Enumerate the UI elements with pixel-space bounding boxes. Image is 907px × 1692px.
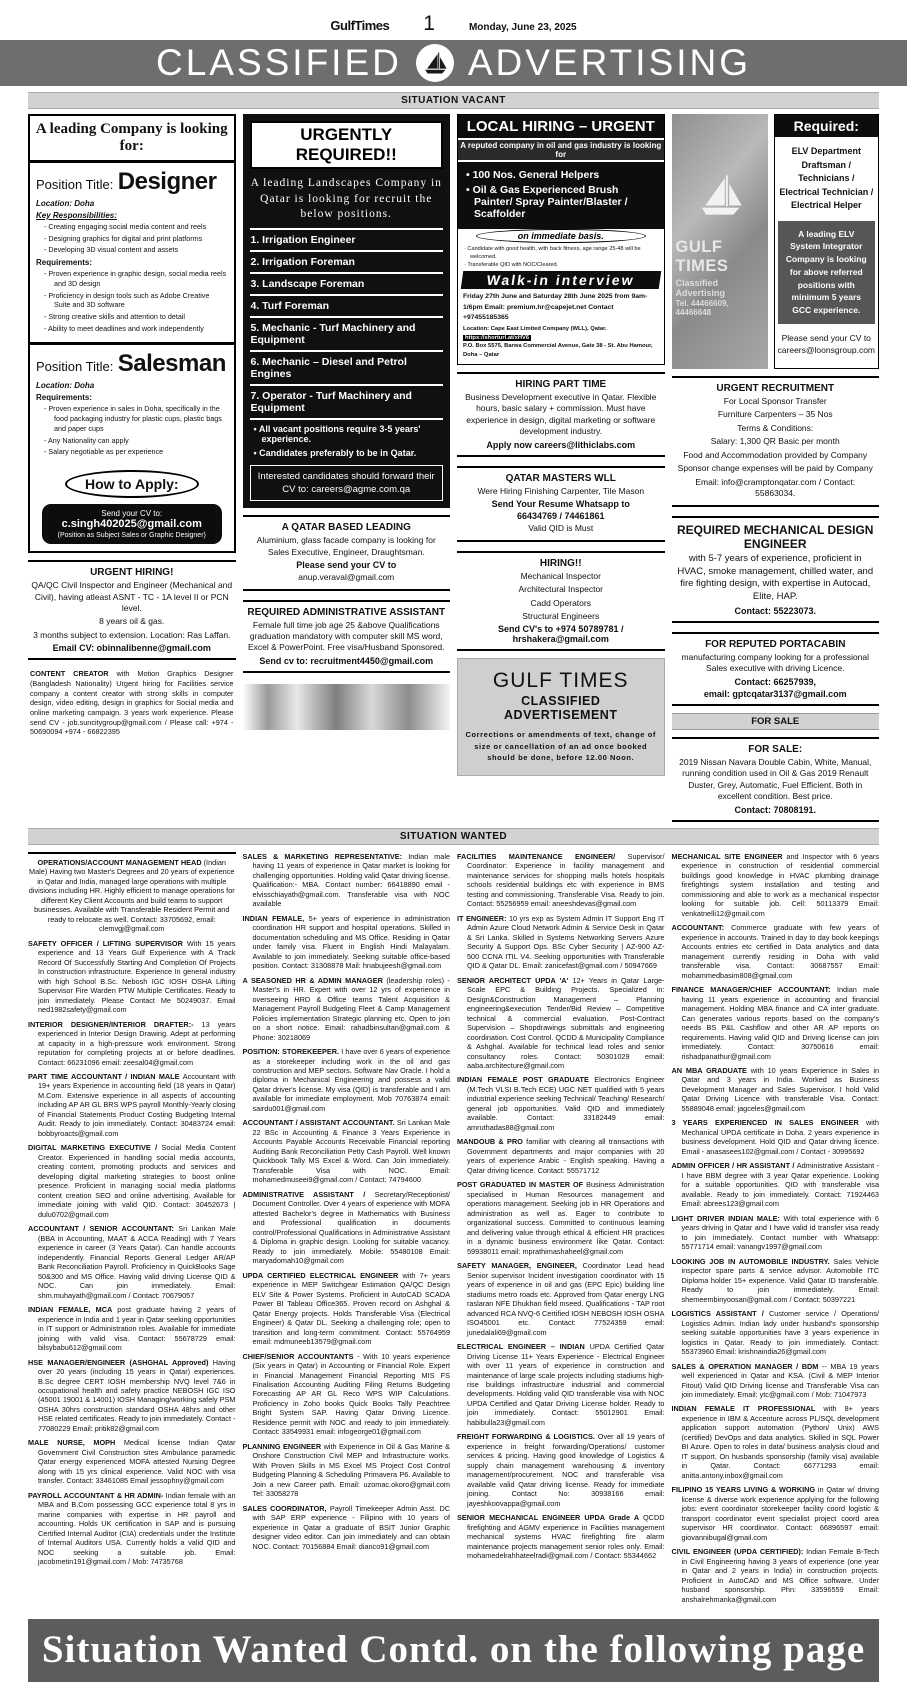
fine-print-line: · Candidate with good health, with back fitness, age range 25-48 will be welcomed. [464, 246, 658, 262]
listing-lead: SALES & MARKETING REPRESENTATIVE: [242, 851, 409, 861]
notice-subtitle: CLASSIFIED ADVERTISEMENT [504, 694, 618, 723]
salesman-requirements-label: Requirements: [36, 393, 93, 403]
classified-listing: HSE MANAGER/ENGINEER (ASHGHAL Approved) Having over 20 years (including 15 years in Qatar) experiences. B.Sc degree CERT IOSH membership NVQ level 7&6 in occupational health and safety practice NEBOSH IGC ISO (45001 19001 & 14001) IOSH Managing/working safely PSM OSHA 30hrs construction standard OSHA 48hrs and other HSE related certificates. Ready to join immediately. Contact - 77080229 Email: pritik82@gmail.com [28, 1357, 236, 1433]
recruitment-line: For Local Sponsor Transfer [723, 396, 827, 406]
section-situation-wanted: SITUATION WANTED [28, 828, 879, 845]
listing-lead: A SEASONED HR & ADMIN MANAGER [242, 975, 387, 985]
positions-list [250, 228, 444, 420]
designer-section [30, 163, 234, 342]
position-label: Position Title: [36, 177, 114, 192]
ad-line: 8 years oil & gas. [99, 616, 165, 627]
vacant-col-1 [28, 114, 236, 739]
wanted-col-3 [457, 850, 665, 1566]
classified-listing: FACILITIES MAINTENANCE ENGINEER/ Supervisor/ Coordinator: Experience in facility management and maintenance services for shopping malls hotels hospitals schools residential buildings etc with experience in BMS testing and commissioning. Transferable Visa. Ready to join. Contact: 55256959 email: aneeshdevas@gmail.com [457, 851, 665, 909]
ad-local-hiring [457, 114, 665, 365]
position-item: 6. Mechanic – Diesel and Petrol Engines [250, 350, 444, 384]
classified-listing: ADMIN OFFICER / HR ASSISTANT / Administrative Assistant - I have BBM degree with 3 year Qatar experience. Looking for a suitable opportunities. QID with transferable visa available. Ready to join immediately. Contact: 71924463 Email: abrees123@gmail.com [671, 1161, 879, 1209]
ad-body: Aluminium, glass facade company is looking for Sales Executive, Engineer, Draughtsman. [256, 535, 436, 557]
listing-lead: FINANCE MANAGER/CHIEF ACCOUNTANT: [671, 985, 837, 995]
classified-listing: ACCOUNTANT / ASSISTANT ACCOUNTANT. Sri Lankan Male 22 BSc in Accounting & Finance 3 Years Experience in Accounts Payable Accounts Receivable Financial reporting Auditing Bank Reconciliation Petty Cash Payroll. Well known Quickbook Tally MS Excel & Word. Can Join immediately. Transferable Visa with NOC. Email: mohamedmuseei9@gmail.com / Contact: 74794600 [242, 1118, 450, 1185]
classified-listing: CIVIL ENGINEER (UPDA CERTIFIED): Indian Female B-Tech in Civil Engineering having 3 years of experience (one year in Qatar and 2 years in India) in construction projects. Proficient in AutoCAD and MS Office software. Under husband sponsorship. Phn: 33596559 Email: anshalrehmanka@gmail.com [671, 1547, 879, 1604]
classified-listing: AN MBA GRADUATE with 10 years Experience in Sales in Qatar and 3 years in India. Worked as Business Development Manager and Sales Supervisor. I hold Valid Qatar Driving Licence with transferable Visa. Contact: 55889048 email: jagceles@gmail.com [671, 1065, 879, 1113]
role-line: Structural Engineers [522, 611, 600, 622]
hiring-item: • Oil & Gas Experienced Brush Painter/ Spray Painter/Blaster / Scaffolder [464, 184, 658, 220]
classified-listing: IT ENGINEER: 10 yrs exp as System Admin IT Support Eng IT Admin Azure Cloud Network Admin & Service Desk in Qatar & Sri Lanka. Skilled in Systems Networking Servers Azure Security & Support Ops. BSc Cyber Security | AZ-900 AZ-500 CCNA ITIL V4. Seeking opportunities with Transferable QID & Qatar DL. Email: zanicefast@gmail.com / 50947669 [457, 913, 665, 971]
listing-lead: INTERIOR DESIGNER/INTERIOR DRAFTER:- [28, 1019, 202, 1029]
ad-content-creator [28, 667, 236, 738]
ad-email: Email CV: obinnalibenne@gmail.com [52, 643, 211, 654]
classified-listing: MECHANICAL SITE ENGINEER and Inspector with 6 years experience in construction of residential commercial buildings good knowledge in HVAC plumbing drainage firefightings system installation and testing and commissioning and able to work as a mechanical inspector looking for suitable job. Cell: 50113379 Email: venkatnelli12@gmail.com [671, 851, 879, 918]
salesman-section [30, 342, 234, 466]
masthead [0, 0, 907, 40]
recruitment-line: Salary: 1,300 QR Basic per month [710, 436, 840, 447]
salesman-location: Location: Doha [36, 381, 95, 391]
interview-location [458, 324, 664, 364]
listing-lead: SALES & OPERATION MANAGER / BDM [671, 1361, 822, 1371]
notes-list [250, 424, 444, 458]
ad-title: FOR SALE: [748, 743, 803, 755]
ad-footer: Interested candidates should forward their CV to: careers@agme.com.qa [250, 465, 444, 502]
listing-lead: PLANNING ENGINEER [242, 1441, 324, 1451]
send-cv-label: Send your CV to: [101, 509, 163, 519]
classified-listing: MALE NURSE, MOPH Medical license Indian Qatar Government Civil Construction sites Ambulance paramedic Qatar energy experienced MOFA attested Nursing Degree along with 15 yrs clinical experience. Valid NOC with visa transfer. Contact: 33461085 Email jessophny@gmail.com [28, 1438, 236, 1486]
listing-lead: ACCOUNTANT: [671, 923, 732, 933]
position-label: Position Title: [36, 359, 114, 375]
continuation-banner [28, 1619, 879, 1682]
ad-lead: CONTENT CREATOR [30, 669, 109, 679]
ad-title: HIRING PART TIME [515, 378, 607, 390]
listing-lead: CIVIL ENGINEER (UPDA CERTIFIED): [671, 1547, 807, 1557]
ad-leading-company [28, 114, 236, 553]
wanted-col-1 [28, 850, 236, 1572]
listing-lead: POST GRADUATED IN MASTER OF [457, 1180, 587, 1190]
gulf-times-logo-box [672, 114, 768, 369]
apply-note: (Position as Subject Sales or Graphic Designer) [57, 532, 206, 540]
ad-urgently-required [243, 114, 451, 508]
position-item: 7. Operator - Turf Machinery and Equipment [250, 384, 444, 420]
ad-line: 3 months subject to extension. Location: Ras Laffan. [33, 629, 231, 640]
ad-title: REQUIRED ADMINISTRATIVE ASSISTANT [247, 606, 446, 618]
ad-body: Were Hiring Finishing Carpenter, Tile Mason [477, 485, 645, 496]
ad-hiring-part-time [457, 372, 665, 457]
how-to-apply-section [30, 466, 234, 551]
designer-requirements-label: Requirements: [36, 258, 93, 268]
ad-header: A leading Company is looking for: [30, 116, 234, 163]
responsibility-item: - Developing 3D visual content and assets [36, 245, 228, 255]
listing-lead: INDIAN FEMALE, [242, 913, 309, 923]
scan-gradient-strip [243, 684, 451, 730]
ad-send: Send CV's to +974 50789781 / hrshakera@gmail.com [498, 624, 624, 645]
classified-listing: OPERATIONS/ACCOUNT MANAGEMENT HEAD (Indian Male) Having two Master's Degrees and 20 years of experience in Qatar and India, managed large operations with multiple divisions including HR. Highly efficient to manage operations for different Key Client Accounts and build teams to support businesses. Available with Transferable Resident Permit and ready to relocate as well. Contact: 33705692, email: clemvgj@gmail.com [28, 852, 236, 934]
note-item: • Candidates preferably to be in Qatar. [250, 448, 444, 458]
classified-listing: LOGISTICS ASSISTANT / Customer service / Operations/ Logistics Admin. Indian lady under husband's sponsorship seeking suitable opportunities have 3 years experience in logistics in Qatar. Ready to join immediately. Contact: 55373960 Email: krishnaindia26@gmail.com [671, 1309, 879, 1357]
ad-urgent-recruitment [672, 376, 880, 507]
apply-email: c.singh402025@gmail.com [61, 518, 202, 531]
listing-lead: ACCOUNTANT / ASSISTANT ACCOUNTANT. [242, 1118, 397, 1128]
requirement-item: - Proven experience in sales in Doha, specifically in the food packaging industry for plastic cups, plastic bags and paper cups [36, 404, 228, 433]
listing-lead: FACILITIES MAINTENANCE ENGINEER/ [457, 851, 628, 861]
classified-listing: MANDOUB & PRO familiar with clearing all transactions with Government departments and major companies with 20 years of experience Arabic - English speaking. Having a Qatar driving licence. Contact: 55571712 [457, 1137, 665, 1175]
ad-mechanical-design-engineer [672, 516, 880, 623]
ad-title: QATAR MASTERS WLL [505, 472, 616, 484]
situation-wanted-grid [0, 850, 907, 1609]
ad-body: with Motion Graphics Designer (Bangladesh Nationality) Urgent hiring for Facilities service company a content creator with strong skills in computer design, video editing, design in graphics for Social media and online marketing campaign. 3 years work experience. Please send CV - job.suncitygroup@gmail.com / Please call: +974 - 50690094 +974 - 66822395 [30, 669, 234, 737]
fine-print [458, 243, 664, 270]
listing-lead: SAFETY OFFICER / LIFTING SUPERVISOR [28, 938, 187, 948]
classified-listing: SALES & OPERATION MANAGER / BDM -- MBA 19 years well experienced in Qatar and KSA. (Civil & MEP Interior Fitout) Valid QID Driving license and Transferable Visa can join immediately. Email: ytc@gmail.com / Mob: 71047973 [671, 1361, 879, 1399]
recruitment-line: Email: info@cramptonqatar.com / Contact: 55863034. [695, 476, 856, 499]
ad-note: Valid QID is Must [528, 523, 594, 534]
gt-logo-name: GULF TIMES [675, 237, 729, 275]
listing-lead: AN MBA GRADUATE [671, 1065, 751, 1075]
walk-in-interview-banner: Walk-in interview [461, 271, 661, 289]
elv-body: A leading ELV System Integrator Company is looking for above referred positions with minimum 5 years GCC experience. [778, 221, 875, 324]
ad-for-sale-vehicles [672, 737, 880, 822]
top-row [672, 114, 880, 369]
listing-lead: FILIPINO 15 YEARS LIVING & WORKING [671, 1485, 818, 1495]
ad-body: Business Development executive in Qatar. Flexible hours, basic salary + commission. Must have experience in design, digital marketing or software development industry. [465, 391, 657, 437]
classified-listing: DIGITAL MARKETING EXECUTIVE / Social Media Content Creator. Experienced in handling social media accounts, creating content, promoting products and services and developing digital marketing strategies to boost online presence. Proficient in managing social media platforms content creation SEO and online advertising. Available for immediate joining with valid QID. Contact: 30452673 | dulu0702@gmail.com [28, 1143, 236, 1219]
classified-listing: PLANNING ENGINEER with Experience in Oil & Gas Marine & Onshore Construction Civil MEP and Infrastructure works. With Proven Skills in MS Excel MS Project Cost Control Budgeting Planning & Scheduling Primavera P6. Available to Join a new Career path. Email: uzomac.okoro@gmail.com Tel: 33058278 [242, 1441, 450, 1499]
listing-lead: INDIAN FEMALE IT PROFESSIONAL [671, 1404, 824, 1414]
classified-listing: ACCOUNTANT: Commerce graduate with few years of experience in accounts. Trained in day to day book keepings Accounts entries etc certified in Data analytics and data management currently residing in Doha with valid transferable visa. Contact: 30687557 Email: mohammedbasim808@gmail.com [671, 923, 879, 980]
classified-listing: PAYROLL ACCOUNTANT & HR ADMIN- Indian female with an MBA and B.Com possessing GCC experience total 8 yrs in marine companies with expertise in HR payroll and accounting. Holds UK certification in SAP and is pursuing Certified Internal Auditor (CIA) credentials under the Institute of Internal Auditors USA. Currently holds a valid QID and NOC seeking a suitable job. Email: jacobmetin191@gmail.com / Mob: 74735768 [28, 1490, 236, 1567]
classified-listing: FREIGHT FORWARDING & LOGISTICS. Over all 19 years of experience in freight forwarding/Operations/ customer services & pricing. Having good knowledge of Logistics & supply chain management warehousing & inventory management/procurement. NOC and transferable visa available valid Qatar driving license. Ready for immediate joining. Contact No: 30938166 email: jayeshkoovappa@gmail.com [457, 1432, 665, 1508]
ad-hiring-inspectors [457, 551, 665, 652]
recruitment-lines [675, 396, 877, 500]
ad-subtitle: A reputed company in oil and gas industry is looking for [458, 138, 664, 162]
role-line: Cadd Operators [530, 597, 591, 608]
note-item: • All vacant positions require 3-5 years' experience. [250, 424, 444, 444]
classified-listing: FINANCE MANAGER/CHIEF ACCOUNTANT: Indian male having 11 years experience in accounting and financial management. Holding MBA finance and CA inter graduate. Can generates various reports based on the company's needs BS P&L Cashflow and other AR AP reports on requirements. Having valid QID and Driving license can join immediately. Contact: 30750616 email: rishadpanathur@gmail.com [671, 985, 879, 1061]
designer-location: Location: Doha [36, 199, 95, 208]
classified-listing: INDIAN FEMALE POST GRADUATE Electronics Engineer (M.Tech VLSI B.Tech ECE) UGC NET qualified with 5 years industrial experience seeking Technical/ Teaching/ Research/ general job opportunities. Valid QID and immediately available. Contact: 33182449 email: amruthadas88@gmail.com [457, 1075, 665, 1132]
classified-listing: LOOKING JOB IN AUTOMOBILE INDUSTRY. Sales Vehicle inspector spare parts & service advisor. Automobile ITC Diploma holder 15+ experience. Valid Qatar ID transferable. Ready to join immediately. Email: shemeembinyoosan@gmail.com / Contact: 50397221 [671, 1256, 879, 1304]
position-item: 1. Irrigation Engineer [250, 228, 444, 250]
elv-cv: Please send your CV to careers@loonsgroup.com [777, 332, 875, 356]
ad-title: FOR REPUTED PORTACABIN [705, 639, 846, 650]
listing-lead: UPDA CERTIFIED ELECTRICAL ENGINEER [242, 1270, 403, 1280]
position-item: 2. Irrigation Foreman [250, 250, 444, 272]
situation-vacant-grid [0, 114, 907, 822]
classified-listing: INTERIOR DESIGNER/INTERIOR DRAFTER:- 13 years experienced in Interior Design Drawing. Adept at performing at capacity in a high-pressure work environment. Strong reputation for completing projects at or before deadlines. Contact: 66231096 email: zeesal04@gmail.com [28, 1019, 236, 1067]
position-item: 5. Mechanic - Turf Machinery and Equipment [250, 316, 444, 350]
listing-lead: ELECTRICAL ENGINEER – INDIAN [457, 1342, 590, 1352]
section-for-sale: FOR SALE [672, 713, 880, 730]
listing-lead: MECHANICAL SITE ENGINEER [671, 851, 787, 861]
ad-intro: A leading Landscapes Company in Qatar is looking for recruit the below positions. [250, 177, 442, 221]
classified-listing: SALES COORDINATOR, Payroll Timekeeper Admin Asst. DC with SAP ERP experience - Filipino with 10 years of experience in Qatar a graduate of BSIT Junior Graphic designer video editor. Can join immediately and can obtain NOC. Contact: 70156884 Email: dianco91@gmail.com [242, 1503, 450, 1551]
listing-lead: ADMINISTRATIVE ASSISTANT / [242, 1189, 375, 1199]
classified-listing: INDIAN FEMALE IT PROFESSIONAL with 8+ years experience in IBM & Accenture across PL/SQL development application support automation (Python/ Unix) AWS (certified) DevOps and data analytics. Skilled in SQL Power BI Azure. Open to roles in data/ business analysis cloud and IT support. On husbands sponsorship (family visa) available in Qatar. Contact: 66771293 email: anitta.antony.inbox@gmail.com [671, 1404, 879, 1480]
classified-listing: 3 YEARS EXPERIENCED IN SALES ENGINEER with Mechanical UPDA certificate in Doha. 2 years experience in business development. Hold QID and Qatar driving licence. Email - anasasees102@gmail.com / Contact - 30995692 [671, 1118, 879, 1156]
ad-body: with 5-7 years of experience, proficient in HVAC, smoke management, chilled water, and fire fighting design, with expertise in Autocad, Elite, HAP. [677, 552, 874, 603]
location-text: Location: Cape East Limited Company (WLL), Qatar. [463, 326, 607, 333]
classified-listing: CHIEF/SENIOR ACCOUNTANTS - With 10 years experience (Six years in Qatar) in Accounting or Financial Role. Expert in Financial Management Financial Reporting MIS FS Finalisation Accounting Auditing Filing Returns Budgeting Forecasting AP AR GL Reco WPS WIP Calculations. Proficiency in Zoho books Quick Books Tally Peachtree Bright System SAP. Having Qatar Driving Licence. Residence permit with NOC and ready to join immediately. Contact: 33549931 email: infogeorge01@gmail.com [242, 1351, 450, 1437]
ad-contact: Contact: 66257939, [734, 676, 817, 687]
listing-lead: ACCOUNTANT / SENIOR ACCOUNTANT: [28, 1224, 179, 1234]
cv-line: Please send your CV to [296, 560, 397, 571]
classified-listing: SENIOR MECHANICAL ENGINEER UPDA Grade A QCDD firefighting and AGMV experience in Facilities management mechanical systems HVAC firefighting fire alarm maintenance projects management senior roles only. Email: mohamedelrahhateelradi@gmail.com / Contact: 55344662 [457, 1513, 665, 1561]
elv-positions: ELV Department Draftsman / Technicians / Electrical Technician / Electrical Helper [779, 146, 874, 210]
listing-lead: POSITION: STOREKEEPER. [242, 1047, 342, 1057]
listing-lead: MANDOUB & PRO [457, 1137, 527, 1147]
ad-required-elv [774, 114, 879, 369]
classified-listing: UPDA CERTIFIED ELECTRICAL ENGINEER with 7+ years experience in MEP Switchgear Estimation QA/QC Design ELV Site & Power Systems. Proficient in AutoCAD SCADA Power BI Tableau Office365. Proven record on Ashghal & Qatar Energy projects. Holds Transferable Visa (Electrical Engineer) & Qatar DL. Seeking a challenging role; open to transition and long-term commitment. Contact: 55764959 email: mdmuneeb13579@gmail.com [242, 1270, 450, 1347]
ad-qatar-based-leading [243, 515, 451, 590]
role-line: Mechanical Inspector [520, 570, 601, 581]
listing-lead: LIGHT DRIVER INDIAN MALE: [671, 1213, 784, 1223]
classified-listing: A SEASONED HR & ADMIN MANAGER (leadership roles) - Master's in HR. Expert with over 12 yrs of experience in overseeing HRD & Office teams Talent Acquisition & Management Payroll Budgeting Fleet & Camp Management Policies implementation Strategic planning etc. Open to join on a short notice. Email: rahadbinsultan@gmail.com & Phone: 30218069 [242, 975, 450, 1042]
wanted-col-2 [243, 850, 451, 1556]
listing-lead: LOGISTICS ASSISTANT / [671, 1309, 769, 1319]
ad-contact: Contact: 70808191. [734, 804, 817, 815]
location-link: https://shorturl.at/xHV6 [465, 334, 530, 341]
classified-listing: SAFETY OFFICER / LIFTING SUPERVISOR With 15 years experience and 13 Years Gulf Experience with A Track Record Of Successfully Starting And Completion Of Projects In construction infrastructure. Experience In general industry with high School B.Sc. Nebosh IGC IOSH OSHA Lifting Supervisor Fire Warden PTW Multiple Certificates. Ready to join immediately. Please Contact Me 50249037. Email ned1982safety@gmail.com [28, 938, 236, 1015]
wanted-col-4 [672, 850, 880, 1609]
ad-apply: Apply now careers@lithiclabs.com [486, 439, 636, 450]
ad-title: LOCAL HIRING – URGENT [458, 115, 664, 138]
recruitment-line: Sponsor change expenses will be paid by Company [677, 463, 873, 474]
ad-portacabin [672, 632, 880, 706]
listing-lead: CHIEF/SENIOR ACCOUNTANTS [242, 1351, 358, 1361]
ad-positions [458, 162, 664, 229]
ad-title: URGENT HIRING! [90, 567, 174, 579]
classified-listing: FILIPINO 15 YEARS LIVING & WORKING in Qatar w/ driving license & diverse work experience applying for the following jobs: event coordinator storekeeper facility coord logistic & transport coordinator event specialist project coord area supervisor HR coordinator. Contact: 66896597 email: giovannibugal@gmail.com [671, 1485, 880, 1542]
page-number: 1 [423, 12, 435, 35]
position-item: 4. Turf Foreman [250, 294, 444, 316]
paper-name: GulfTimes [330, 18, 390, 33]
gt-logo-tel: Tel. 44466609, 44466648 [675, 298, 729, 317]
responsibility-item: - Creating engaging social media content and reels [36, 222, 228, 232]
listing-lead: PART TIME ACCOUNTANT / INDIAN MALE [28, 1071, 183, 1081]
ad-title: URGENT RECRUITMENT [716, 383, 835, 394]
designer-responsibilities [36, 222, 228, 255]
position-title-salesman: Salesman [117, 350, 226, 378]
gt-logo-sub: Classified Advertising [675, 277, 726, 298]
vacant-col-4 [672, 114, 880, 822]
listing-lead: SENIOR MECHANICAL ENGINEER UPDA Grade A [457, 1513, 643, 1523]
immediate-basis-note: on immediate basis. [476, 229, 646, 243]
listing-lead: OPERATIONS/ACCOUNT MANAGEMENT HEAD [37, 857, 204, 867]
requirement-item: - Strong creative skills and attention to detail [36, 312, 228, 322]
requirement-item: - Proven experience in graphic design, social media reels and 3D design [36, 269, 228, 288]
ad-body: manufacturing company looking for a professional Sales executive with driving Licence. [681, 652, 870, 674]
ad-body: Female full time job age 25 &above Qualifications graduation mandatory with computer skill MS word, Excel & PowerPoint. Free visa/Husband Sponsored. [247, 619, 445, 653]
interview-schedule: Friday 27th June and Saturday 28th June 2025 from 9am-1/6pm Email: premium.hr@capejet.net Contact +97455185365 [463, 293, 648, 321]
recruitment-line: Terms & Conditions: [737, 422, 814, 433]
vacant-col-3 [457, 114, 665, 776]
ad-title: A QATAR BASED LEADING [281, 522, 411, 534]
recruitment-line: Furniture Carpenters – 35 Nos [717, 409, 833, 420]
dhow-outline-icon [692, 167, 748, 228]
position-title-designer: Designer [117, 168, 217, 195]
vacant-col-2 [243, 114, 451, 730]
ad-numbers: 66434769 / 74461861 [516, 511, 605, 522]
send-cv-box [42, 504, 222, 544]
listing-lead: LOOKING JOB IN AUTOMOBILE INDUSTRY. [671, 1256, 834, 1266]
listing-lead: FREIGHT FORWARDING & LOGISTICS. [457, 1432, 598, 1442]
requirement-item: - Any Nationality can apply [36, 436, 228, 446]
ad-title: Required: [775, 115, 878, 137]
listing-lead: DIGITAL MARKETING EXECUTIVE / [28, 1143, 162, 1153]
listing-lead: 3 YEARS EXPERIENCED IN SALES ENGINEER [671, 1118, 867, 1128]
hiring-item: • 100 Nos. General Helpers [464, 169, 658, 181]
roles-list [460, 571, 662, 623]
classified-listing: INDIAN FEMALE, MCA post graduate having 2 years of experience in India and 1 year in Qatar seeking opportunities in IT support or Administration roles. Available for immediate joining with valid visa. Contact: 55678729 email: bilsybabu612@gmail.com [28, 1305, 236, 1353]
ad-urgent-hiring [28, 560, 236, 660]
how-to-apply-label: How to Apply: [65, 470, 199, 498]
listing-lead: PAYROLL ACCOUNTANT & HR ADMIN- [28, 1490, 166, 1500]
ad-title: REQUIRED MECHANICAL DESIGN ENGINEER [677, 522, 874, 551]
salesman-requirements [36, 404, 228, 457]
listing-lead: SAFETY MANAGER, ENGINEER, [457, 1261, 583, 1271]
issue-date: Monday, June 23, 2025 [468, 22, 577, 33]
listing-lead: SENIOR ARCHITECT UPDA 'A' [457, 975, 573, 985]
dhow-ship-icon [416, 44, 454, 82]
ad-admin-assistant [243, 600, 451, 673]
ad-body: 2019 Nissan Navara Double Cabin, White, Manual, running condition used in Oil & Gas 2019 Renault Duster, Grey, Automatic, Fuel Efficient. Both in excellent condition. Best price. [679, 756, 872, 802]
classified-listing: SALES & MARKETING REPRESENTATIVE: Indian male having 11 years of experience in Qatar market is looking for challenging opportunities. Holding valid Qatar driving license. Qualification:- MBA. Contact number: 66418890 email - elvisschiayath@gmail.com. Transferable visa with NOC available [242, 851, 450, 909]
notice-body: Corrections or amendments of text, change of size or cancellation of an ad once booked should be done, before 12.00 Noon. [465, 730, 657, 762]
notice-title: GULF TIMES [492, 669, 629, 693]
classified-listing: SAFETY MANAGER, ENGINEER, Coordinator Lead head Senior supervisor Incident investigation coordinator with 15 years of experience in oil and gas (EPC Epic) building line stadiums metro roads etc. Approved from Qatar energy LNG raslaran NFE Dhukhan field mseed. Qualifications - TAP root advanced RCA NVQ-6 Certified IOSH NEBOSH IOSH OSHA ISO45001 etc. Contact: 77524359 email: junedalali69@gmail.com [457, 1261, 665, 1337]
ad-email: email: gptcqatar3137@gmail.com [703, 688, 847, 699]
fine-print-line: · Transferable QID with NOC/Cleared. [464, 262, 658, 270]
requirement-item: - Salary negotiable as per experience [36, 447, 228, 457]
ad-qatar-masters [457, 466, 665, 542]
ad-title: URGENTLY REQUIRED!! [250, 121, 444, 169]
section-situation-vacant: SITUATION VACANT [28, 92, 879, 109]
ad-body: QA/QC Civil Inspector and Engineer (Mechanical and Civil), having atleast ASNT - TC - 1A level II or PCN level. [31, 580, 233, 613]
role-line: Architectural Inspector [518, 584, 604, 595]
ad-title: HIRING!! [539, 557, 582, 569]
classified-listing: INDIAN FEMALE, 5+ years of experience in administration coordination HR support and hospital operations. Skilled in documentation scheduling and MS Office. Residing in Qatar under family visa. Fluent in English Hindi Malayalam. Available to join immediately. Seeking suitable office-based position. Contact: 31308878 Mail: hnabujeesh@gmail.com [242, 913, 451, 971]
classified-advertising-banner [0, 40, 907, 86]
position-item: 3. Landscape Foreman [250, 272, 444, 294]
ad-email: anup.veraval@gmail.com [298, 572, 395, 583]
classified-listing: ACCOUNTANT / SENIOR ACCOUNTANT: Sri Lankan Male (BBA in Accounting, MAAT & ACCA Reading) with 7 Years experience in career (3 Years Qatar). Can handle accounts independently. Financial Reports General Ledger AR/AP Bank Reconciliation Payroll. Proficiency in QuickBooks Sage 50&300 and MS Office. Having valid driving License QID & NOC. Can join immediately. Email: shm.muhayath@gmail.com / Contact: 70679057 [28, 1224, 236, 1300]
ad-send: Send cv to: recruitment4450@gmail.com [259, 655, 434, 666]
ad-contact: Contact: 55223073. [734, 606, 817, 616]
listing-lead: HSE MANAGER/ENGINEER (ASHGHAL Approved) [28, 1357, 213, 1367]
classified-listing: LIGHT DRIVER INDIAN MALE: With total experience with 6 years driving in Qatar and I have valid id transfer visa ready to join immediately. Contact number with Whatsapp: 55771714 email: vanangv1997@gmail.com [671, 1213, 879, 1252]
requirement-item: - Proficiency in design tools such as Adobe Creative Suite and 3D software [36, 291, 228, 310]
location-address: P.O. Box 5575, Barwa Commercial Avenue, Gate 38 - St. Abu Hamour, Doha – Qatar [463, 343, 653, 359]
listing-lead: SALES COORDINATOR, [242, 1503, 330, 1513]
listing-lead: INDIAN FEMALE POST GRADUATE [457, 1075, 595, 1085]
classified-listing: ELECTRICAL ENGINEER – INDIAN UPDA Certified Qatar Driving License 11+ Years Experience - Electrical Engineer with over 11 years of experience in construction and maintenance of large scale projects including stadiums high-rise buildings infrastructure industrial and commercial developments. Holding valid QID transferable visa with NOC UPDA Certified and Qatar Driving License holder. Ready to join immediately. Contact: 55012901 Email: habibulla23@gmail.com [457, 1342, 665, 1427]
responsibilities-label: Key Responsibilities: [36, 211, 117, 220]
banner-word-right: ADVERTISING [467, 42, 752, 83]
classified-listing: ADMINISTRATIVE ASSISTANT / Secretary/Receptionist/ Document Controller. Over 4 years of experience with MOFA attested Bachelor's degree in Mathematics with Business and Professional qualification in documents control/Professional Qualifications in Administrative Assistant & Diploma in graphic design. Looking for suitable vacancy. Ready to join immediately. Mobile: 55480108 Email: maryadomah10@gmail.com [242, 1189, 450, 1266]
listing-lead: MALE NURSE, MOPH [28, 1438, 124, 1448]
listing-lead: INDIAN FEMALE, MCA [28, 1305, 118, 1315]
continuation-text: Situation Wanted Contd. on the following page [41, 1628, 866, 1672]
classified-listing: POST GRADUATED IN MASTER OF Business Administration specialised in Human Resources management and operations management. Seeking job in HR Operations and administration as well as. Eager to contribute to organizational success. Committed to continuous learning and delivering value through ethical & efficient HR practices in a dynamic business environment like Qatar. Contact: 59938011 email: mprathimashaheel@gmail.com [457, 1180, 665, 1256]
designer-requirements [36, 269, 228, 333]
gulf-times-classified-notice [457, 658, 665, 776]
recruitment-line: Food and Accommodation provided by Company [683, 449, 868, 460]
listing-lead: ADMIN OFFICER / HR ASSISTANT / [671, 1161, 797, 1171]
ad-send: Send Your Resume Whatsapp to [491, 499, 630, 510]
classified-listing: PART TIME ACCOUNTANT / INDIAN MALE Accountant with 19+ years Experience in accounting field (18 years in Qatar) M.Com. Extensive experience in all aspects of accounting including AP AR GL BRS WPS payroll Monthly-Yearly closing of Financial Statements Product Costing Budgeting Internal Audit. Ready to join immediately. Contact: 30483724 email: bobbyroacts@gmail.com [28, 1071, 236, 1138]
requirement-item: - Ability to meet deadlines and work independently [36, 324, 228, 334]
classified-listing: SENIOR ARCHITECT UPDA 'A' 12+ Years in Qatar Large-Scale EPC & Building Projects. Specialized in: Design&Construction Management – Planning engineering&execution Tender/Bid Review – Competitive technical & commercial evaluation. Post-Contract Supervision – Shopdrawings submittals and engineering coordination. Cost Control. QCDD & Municipality Compliance & Ashghal. Available for technical lead roles and senior consultancy roles. Contact: 50301029 email: aaba.architecture@gmail.com [457, 975, 665, 1070]
banner-word-left: CLASSIFIED [155, 42, 402, 83]
responsibility-item: - Designing graphics for digital and print platforms [36, 234, 228, 244]
listing-lead: IT ENGINEER: [457, 913, 509, 923]
classified-listing: POSITION: STOREKEEPER. I have over 6 years of experience as a storekeeper including work in the oil and gas construction and MEP sectors. Software Nav Oracle. I hold a diploma in Mechanical Engineering and possess a valid Qatar driver's license. My visa (QID) is transferable and I am available for immediate employment. Mob 70763874 email: sairdu001@gmail.com [242, 1047, 450, 1113]
